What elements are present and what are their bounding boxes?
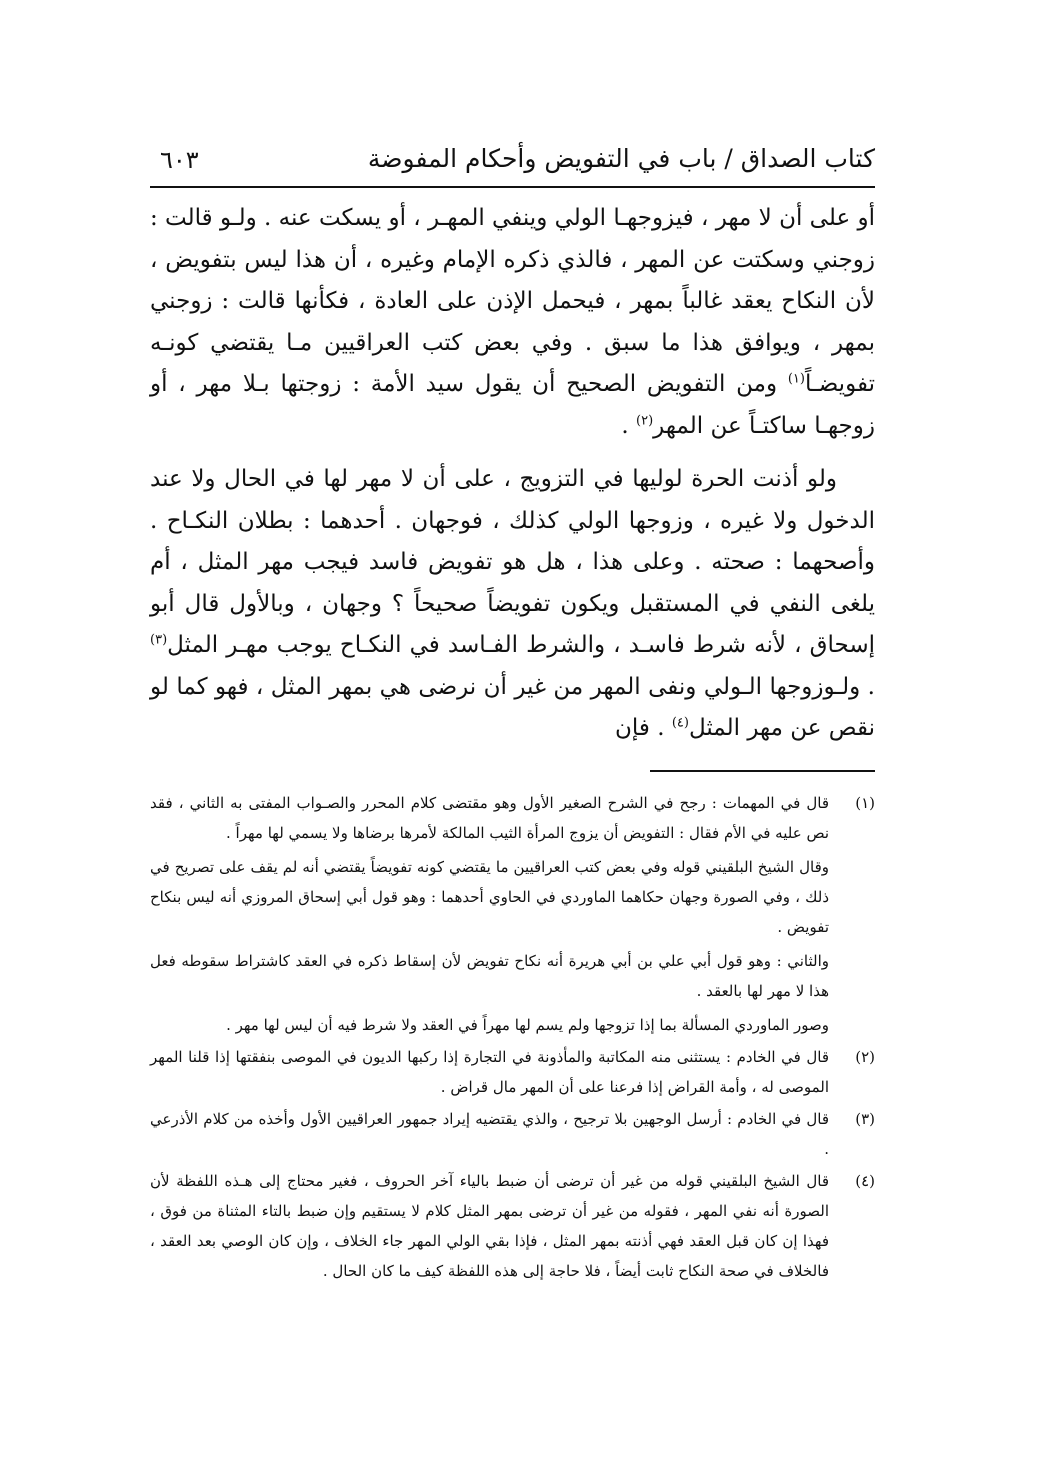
footnote-text: وصور الماوردي المسألة بما إذا تزوجها ولم يسم لها مهراً في العقد ولا شرط فيه أن ليس لها مهر .	[226, 1015, 829, 1034]
footnote-1	[150, 788, 875, 1040]
footnote-ref-2: (٢)	[636, 412, 654, 428]
paragraph-2	[150, 459, 875, 750]
footnote-number: (٤)	[855, 1171, 875, 1190]
footnote-text: قال في المهمات : رجح في الشرح الصغير الأول وهو مقتضى كلام المحرر والصـواب المفتى به الثاني ، فقد نص عليه في الأم فقال : التفويض أن يزوج المرأة الثيب المالكة لأمرها برضاها ولا يسمي لها مهراً .	[150, 793, 829, 842]
footnote-3	[150, 1104, 875, 1164]
footnote-text: قال الشيخ البلقيني قوله من غير أن ترضى أن ضبط بالياء آخر الحروف ، فغير محتاج إلى هـذه اللفظة لأن الصورة أنه نفي المهر ، فقوله من غير أن ترضى بمهر المثل كلام لا يستقيم وإن ضبط بالتاء المثناة من فوق ، فهذا إن كان قبل العقد فهي أذنته بمهر المثل ، فإذا بقي الولي المهر جاء الخلاف ، وإن كان الوصي بعد العقد ، فالخلاف في صحة النكاح ثابت أيضاً ، فلا حاجة إلى هذه اللفظة كيف ما كان الحال .	[150, 1171, 829, 1280]
running-title: كتاب الصداق / باب في التفويض وأحكام المفوضة	[367, 144, 875, 173]
main-text	[150, 198, 875, 750]
footnotes	[150, 788, 875, 1286]
footnote-text: وقال الشيخ البلقيني قوله وفي بعض كتب العراقيين ما يقتضي كونه تفويضاً يقتضي أنه لم يقف على تصريح في ذلك ، وفي الصورة وجهان حكاهما الماوردي في الحاوي أحدهما : وهو قول أبي إسحاق المروزي أنه ليس بنكاح تفويض .	[150, 857, 829, 936]
book-page	[150, 140, 875, 1360]
paragraph-2-text-b: . ولـوزوجها الـولي ونفى المهر من غير أن نرضى هي بمهر المثل ، فهو كما لو نقص عن مهر المثل	[150, 673, 875, 741]
footnote-separator	[650, 770, 875, 772]
paragraph-1-text-a: أو على أن لا مهر ، فيزوجهـا الولي وينفي المهـر ، أو يسكت عنه . ولـو قالت : زوجني وسكتت عن المهر ، فالذي ذكره الإمام وغيره ، أن هذا ليس بتفويض ، لأن النكاح يعقد غالباً بمهر ، فيحمل الإذن على العادة ، فكأنها قالت : زوجني بمهر ، ويوافق هذا ما سبق . وفي بعض كتب العراقيين مـا يقتضي كونـه تفويضـاً	[150, 205, 875, 397]
footnote-text: قال في الخادم : أرسل الوجهين بلا ترجيح ، والذي يقتضيه إيراد جمهور العراقيين الأول وأخذه من كلام الأذرعي .	[150, 1109, 829, 1158]
paragraph-2-text-c: . فإن	[614, 715, 672, 741]
paragraph-2-text-a: ولو أذنت الحرة لوليها في التزويج ، على أن لا مهر لها في الحال ولا عند الدخول ولا غيره ، وزوجها الولي كذلك ، فوجهان . أحدهما : بطلان النكـاح . وأصحهما : صحته . وعلى هذا ، هل هو تفويض فاسد فيجب مهر المثل ، أم يلغى النفي في المستقبل ويكون تفويضاً صحيحاً ؟ وجهان ، وبالأول قال أبو إسحاق ، لأنه شرط فاسـد ، والشرط الفـاسد في النكـاح يوجب مهـر المثل	[150, 466, 875, 658]
footnote-text: والثاني : وهو قول أبي علي بن أبي هريرة أنه نكاح تفويض لأن إسقاط ذكره في العقد كاشتراط سقوطه فعل هذا لا مهر لها بالعقد .	[150, 951, 829, 1000]
page-number: ٦٠٣	[160, 146, 199, 174]
footnote-ref-1: (١)	[787, 371, 805, 387]
footnote-ref-4: (٤)	[671, 715, 689, 731]
footnote-text: قال في الخادم : يستثنى منه المكاتبة والمأذونة في التجارة إذا ركبها الديون في الموصى بنفقتها إذا قلنا المهر الموصى له ، وأمة القراض إذا فرعنا على أن المهر مال قراض .	[150, 1047, 829, 1096]
footnote-ref-3: (٣)	[150, 632, 168, 648]
paragraph-1-text-c: .	[621, 412, 636, 439]
footnote-4	[150, 1166, 875, 1286]
paragraph-1	[150, 198, 875, 447]
footnote-number: (١)	[855, 793, 875, 812]
footnote-2	[150, 1042, 875, 1102]
running-header	[150, 140, 875, 188]
paragraph-1-text-b: ومن التفويض الصحيح أن يقول سيد الأمة : زوجتها بـلا مهر ، أو زوجهـا ساكتـاً عن المهر	[150, 371, 875, 439]
footnote-number: (٣)	[855, 1109, 875, 1128]
footnote-number: (٢)	[855, 1047, 875, 1066]
